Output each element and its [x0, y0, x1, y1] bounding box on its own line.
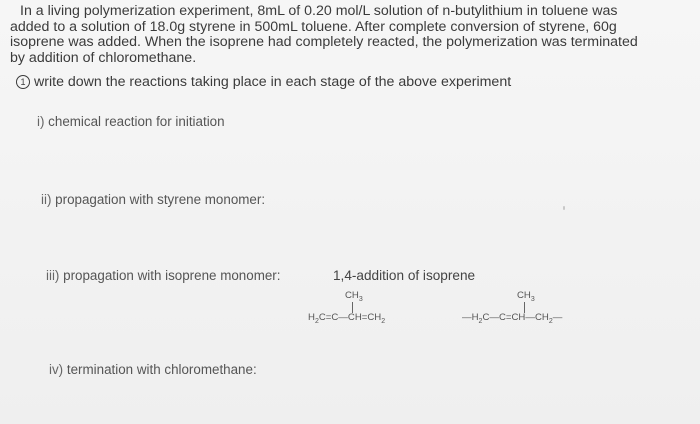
repeat-unit-chain: $—H_2C—C=CH—CH_2—$ — [462, 312, 563, 325]
statement-line-4: by addition of chloromethane. — [10, 49, 197, 66]
statement-line-1: In a living polymerization experiment, 8mL of 0.20 mol/L solution of n-butylithium in toluene was — [20, 3, 618, 19]
subpart-label: propagation with styrene monomer: — [55, 192, 266, 207]
monomer-chain: $H_2C=C—CH=CH_2$ — [308, 312, 386, 325]
isoprene-monomer-structure — [308, 290, 428, 334]
paper-speck — [563, 206, 565, 210]
addition-title: 1,4-addition of isoprene — [333, 268, 476, 283]
subpart-isoprene-propagation — [46, 268, 280, 283]
problem-statement — [10, 4, 690, 66]
isoprene-repeat-unit-structure — [462, 290, 612, 334]
statement-line-2: added to a solution of 18.0g styrene in 500mL toluene. After complete conversion of styrene, 60g — [10, 18, 617, 35]
subpart-numeral: iv) — [49, 362, 64, 377]
subpart-initiation — [37, 114, 225, 129]
subpart-numeral: i) — [37, 114, 45, 129]
methyl-substituent: $CH_3$ — [517, 290, 535, 303]
statement-line-3: isoprene was added. When the isoprene had completely reacted, the polymerization was terminated — [10, 34, 638, 51]
subpart-label: termination with chloromethane: — [66, 362, 257, 377]
circled-number-badge: 1 — [16, 75, 30, 89]
subpart-numeral: ii) — [41, 192, 52, 207]
question-prompt — [16, 74, 511, 90]
subpart-label: propagation with isoprene monomer: — [63, 268, 281, 283]
subpart-termination — [49, 362, 257, 377]
subpart-label: chemical reaction for initiation — [48, 114, 225, 129]
question-text: write down the reactions taking place in each stage of the above experiment — [34, 74, 512, 90]
subpart-numeral: iii) — [46, 268, 60, 283]
methyl-substituent: $CH_3$ — [345, 290, 363, 303]
subpart-styrene-propagation — [41, 192, 265, 207]
